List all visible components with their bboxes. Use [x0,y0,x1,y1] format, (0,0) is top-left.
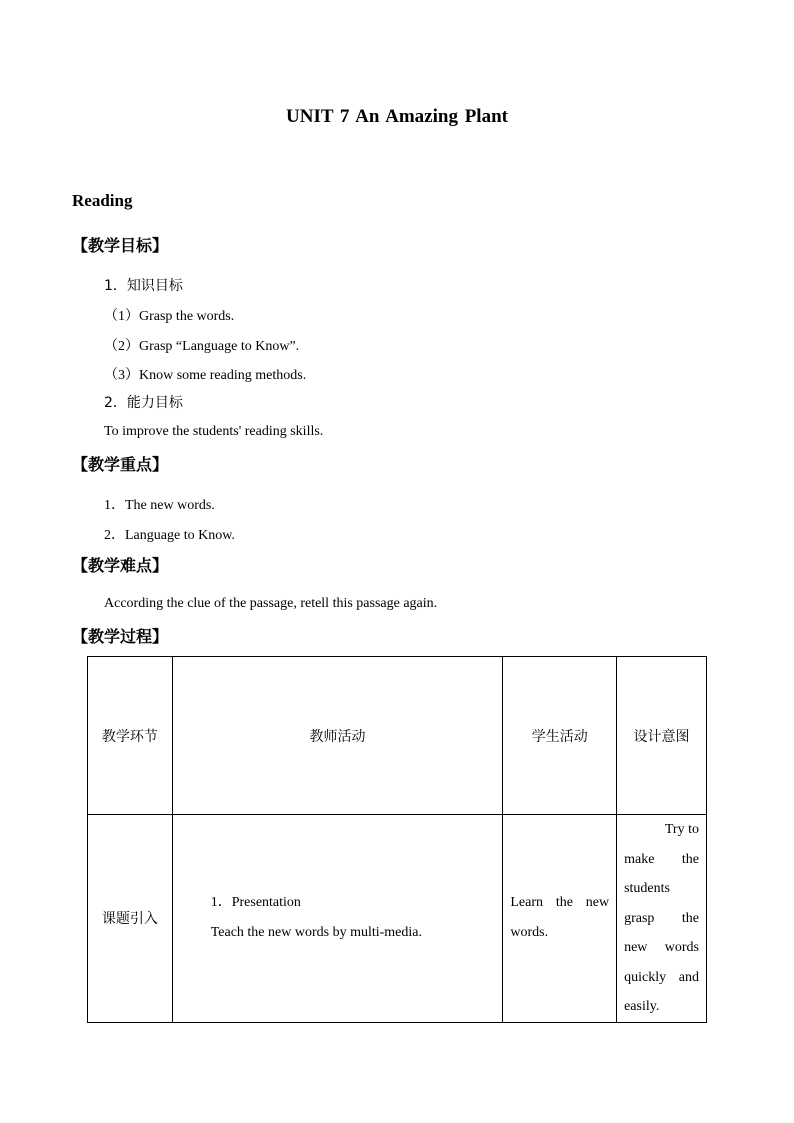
ability-goal-title: 2．能力目标 [104,395,183,411]
column-header-design-purpose: 设计意图 [617,657,707,815]
heading-teaching-goals: 【教学目标】 [72,236,169,255]
teacher-activity-line: Teach the new words by multi-media. [210,925,422,941]
knowledge-goal-item: （1）Grasp the words. [104,309,235,324]
knowledge-goal-title: 1．知识目标 [104,278,183,294]
heading-key-points: 【教学重点】 [72,455,169,474]
cell-stage: 课题引入 [88,815,173,1023]
section-subtitle: Reading [72,191,133,210]
purpose-line: quickly and [624,969,699,985]
table-header-row [88,657,707,815]
column-header-stage: 教学环节 [88,657,173,815]
purpose-line: new words [624,940,699,955]
difficulty-text: According the clue of the passage, retell this passage again. [104,596,438,611]
purpose-line: make the [624,851,699,867]
knowledge-goal-item: （2）Grasp “Language to Know”. [104,339,300,354]
purpose-line: easily. [624,999,660,1014]
cell-design-purpose [617,815,707,1023]
purpose-line: grasp the [624,910,699,926]
heading-teaching-process: 【教学过程】 [72,627,169,646]
heading-difficulties: 【教学难点】 [72,556,169,575]
purpose-line: Try to [664,822,699,837]
teaching-process-table [87,656,707,1023]
table-row [88,815,707,1023]
key-point-item: 1．The new words. [104,498,215,513]
page-title: UNIT 7 An Amazing Plant [286,106,508,127]
teacher-activity-line: 1．Presentation [210,895,301,911]
ability-goal-text: To improve the students' reading skills. [104,424,324,439]
cell-teacher-activity [172,815,503,1023]
purpose-line: students [624,881,670,896]
knowledge-goal-item: （3）Know some reading methods. [104,368,307,383]
column-header-student-activity: 学生活动 [503,657,617,815]
key-point-item: 2．Language to Know. [104,528,235,543]
column-header-teacher-activity: 教师活动 [172,657,503,815]
cell-student-activity: Learn the new words. [503,815,617,1023]
